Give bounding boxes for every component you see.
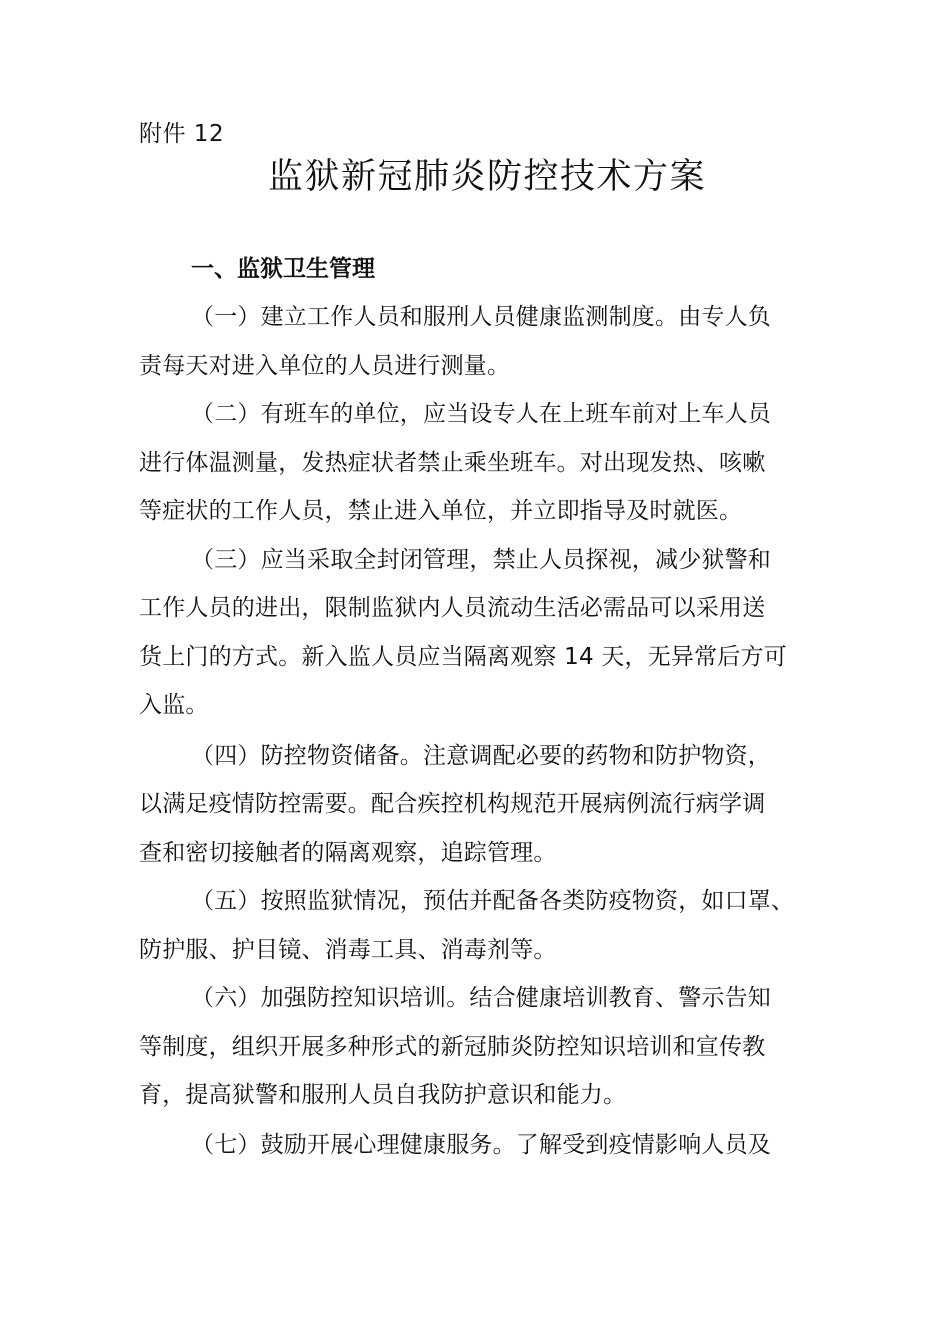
paragraph-line: 工作人员的进出，限制监狱内人员流动生活必需品可以采用送 <box>139 595 766 621</box>
attachment-label: 附件 12 <box>139 121 225 147</box>
paragraph <box>139 974 819 1120</box>
paragraph <box>139 536 819 730</box>
paragraph-line: （二）有班车的单位，应当设专人在上班车前对上车人员 <box>191 401 771 427</box>
paragraph-line: （四）防控物资储备。注意调配必要的药物和防护物资， <box>191 742 771 769</box>
paragraph <box>139 877 819 974</box>
paragraph-line: （六）加强防控知识培训。结合健康培训教育、警示告知 <box>191 985 771 1011</box>
paragraph-line: （七）鼓励开展心理健康服务。了解受到疫情影响人员及 <box>191 1131 771 1158</box>
paragraph-line: 责每天对进入单位的人员进行测量。 <box>139 352 511 379</box>
paragraph-line: （三）应当采取全封闭管理，禁止人员探视，减少狱警和 <box>191 546 771 573</box>
paragraph-line: 防护服、护目镜、消毒工具、消毒剂等。 <box>139 936 557 963</box>
paragraph <box>139 390 819 536</box>
paragraph-line: 等制度，组织开展多种形式的新冠肺炎防控知识培训和宣传教 <box>139 1033 766 1060</box>
paragraph-line: 查和密切接触者的隔离观察，追踪管理。 <box>139 839 557 866</box>
paragraph-line: （五）按照监狱情况，预估并配备各类防疫物资，如口罩、 <box>191 888 795 914</box>
paragraph-line: 育，提高狱警和服刑人员自我防护意识和能力。 <box>139 1082 627 1108</box>
paragraph-line: 入监。 <box>139 692 209 718</box>
paragraph-line: 以满足疫情防控需要。配合疾控机构规范开展病例流行病学调 <box>139 791 766 817</box>
paragraph-line: 进行体温测量，发热症状者禁止乘坐班车。对出现发热、咳嗽 <box>139 449 766 476</box>
paragraph <box>139 293 819 390</box>
document-title: 监狱新冠肺炎防控技术方案 <box>268 157 707 197</box>
paragraph-list <box>139 293 819 1169</box>
section-heading: 一、监狱卫生管理 <box>191 256 375 282</box>
paragraph <box>139 1121 819 1170</box>
paragraph <box>139 732 819 878</box>
document-body <box>139 245 819 1169</box>
paragraph-line: （一）建立工作人员和服刑人员健康监测制度。由专人负 <box>191 304 771 330</box>
paragraph-line: 等症状的工作人员，禁止进入单位，并立即指导及时就医。 <box>139 498 743 524</box>
paragraph-line: 货上门的方式。新入监人员应当隔离观察 14 天，无异常后方可 <box>139 643 787 670</box>
